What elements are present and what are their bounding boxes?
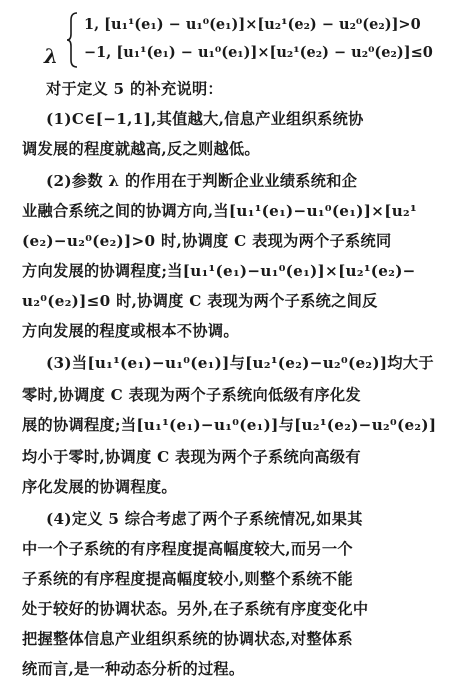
paragraph-line: 把握整体信息产业组织系统的协调状态,对整体系 (22, 630, 353, 648)
paragraph-line: 处于较好的协调状态。另外,在子系统有序度变化中 (22, 600, 369, 618)
paragraph-line: 方向发展的协调程度;当[u₁¹(e₁)−u₁⁰(e₁)]×[u₂¹(e₂)− (22, 262, 416, 280)
paragraph-line: (2)参数 λ 的作用在于判断企业业绩系统和企 (46, 172, 358, 190)
paragraph-line: 展的协调程度;当[u₁¹(e₁)−u₁⁰(e₁)]与[u₂¹(e₂)−u₂⁰(e₂)] (22, 416, 437, 434)
piecewise-formula (22, 6, 452, 68)
paragraph-line: (1)C∈[−1,1],其值越大,信息产业组织系统协 (46, 110, 364, 128)
formula-lambda: λ (44, 44, 59, 68)
paragraph-line: 零时,协调度 C 表现为两个子系统向低级有序化发 (22, 386, 361, 404)
formula-case-negative: −1, [u₁¹(e₁) − u₁⁰(e₁)]×[u₂¹(e₂) − u₂⁰(e₂)]≤0 (84, 44, 433, 61)
left-brace (66, 12, 78, 68)
paragraph-line: 调发展的程度就越高,反之则越低。 (22, 140, 260, 158)
paragraph-line: u₂⁰(e₂)]≤0 时,协调度 C 表现为两个子系统之间反 (22, 292, 378, 310)
paragraph-line: (3)当[u₁¹(e₁)−u₁⁰(e₁)]与[u₂¹(e₂)−u₂⁰(e₂)]均大于 (46, 354, 434, 372)
paragraph-line: (e₂)−u₂⁰(e₂)]>0 时,协调度 C 表现为两个子系统同 (22, 232, 392, 250)
paragraph-line: 中一个子系统的有序程度提高幅度较大,而另一个 (22, 540, 353, 558)
formula-case-positive: 1, [u₁¹(e₁) − u₁⁰(e₁)]×[u₂¹(e₂) − u₂⁰(e₂)]>0 (84, 16, 421, 33)
paragraph-line: 统而言,是一种动态分析的过程。 (22, 660, 245, 678)
paragraph-line: 均小于零时,协调度 C 表现为两个子系统向高级有 (22, 448, 361, 466)
paragraph-line: 方向发展的程度或根本不协调。 (22, 322, 239, 340)
paragraph-line: 业融合系统之间的协调方向,当[u₁¹(e₁)−u₁⁰(e₁)]×[u₂¹ (22, 202, 417, 220)
paragraph-line: 子系统的有序程度提高幅度较小,则整个系统不能 (22, 570, 353, 588)
paragraph-line: (4)定义 5 综合考虑了两个子系统情况,如果其 (46, 510, 363, 528)
section-heading: 对于定义 5 的补充说明： (46, 80, 223, 98)
paragraph-line: 序化发展的协调程度。 (22, 478, 177, 496)
